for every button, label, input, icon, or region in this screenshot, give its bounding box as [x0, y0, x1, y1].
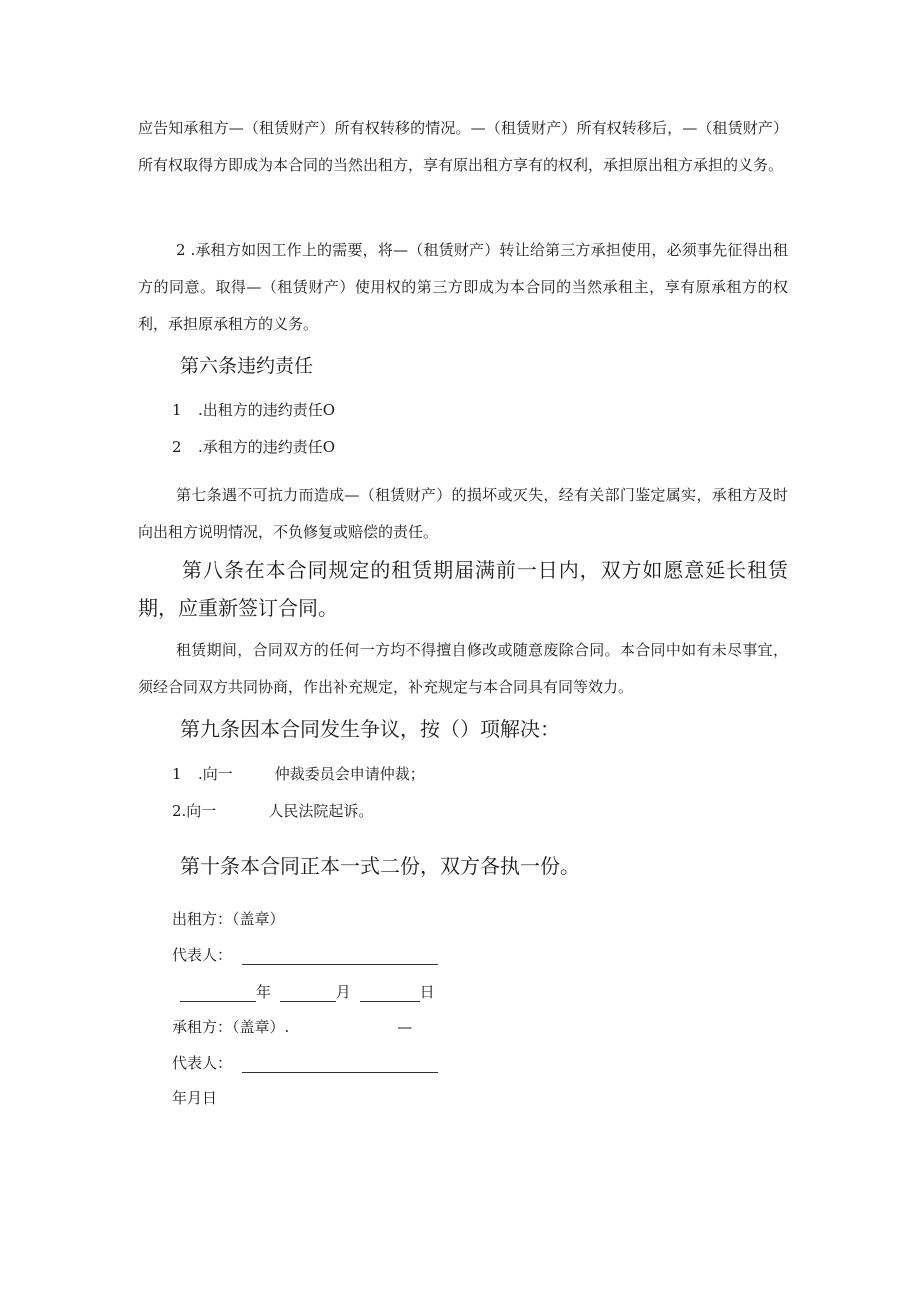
article-10-heading: 第十条本合同正本一式二份，双方各执一份。	[180, 854, 580, 878]
paragraph-text: 租赁期间，合同双方的任何一方均不得擅自修改或随意废除合同。本合同中如有未尽事宜，须经合同双方共同协商，作出补充规定，补充规定与本合同具有同等效力。	[138, 641, 788, 696]
paragraph-text: 应告知承租方—（租赁财产）所有权转移的情况。—（租赁财产）所有权转移后，—（租赁财产）所有权取得方即成为本合同的当然出租方，享有原出租方享有的权利，承担原出租方承担的义务。	[138, 119, 788, 174]
year-label: 年	[256, 983, 272, 1001]
signature-line	[242, 948, 438, 965]
item-number: 1	[172, 401, 182, 419]
item-prefix: .向一	[198, 765, 233, 783]
month-blank	[280, 985, 336, 1002]
lessee-date: 年月日	[172, 1089, 218, 1107]
representative-label: 代表人：	[172, 946, 233, 964]
paragraph-text: 第八条在本合同规定的租赁期届满前一日内，双方如愿意延长租赁期，应重新签订合同。	[138, 558, 788, 620]
lessee-label-text: 承租方：（盖章）.	[172, 1018, 290, 1036]
paragraph-text: 2 .承租方如因工作上的需要，将—（租赁财产）转让给第三方承担使用，必须事先征得出租方的同意。取得—（租赁财产）使用权的第三方即成为本合同的当然承租主，享有原承租方的权利，承担原承租方的义务。	[138, 241, 788, 333]
paragraph-sublease	[138, 232, 788, 343]
item-text: 仲裁委员会申请仲裁；	[274, 765, 425, 783]
day-blank	[360, 985, 420, 1002]
article-9-item-2	[172, 800, 373, 821]
item-number: 1	[172, 765, 182, 783]
article-6-item-2	[172, 436, 335, 457]
lease-period-paragraph	[138, 632, 788, 706]
lessee-representative	[172, 1052, 438, 1073]
signature-line	[242, 1056, 438, 1073]
article-9-heading: 第九条因本合同发生争议，按（）项解决：	[180, 717, 560, 741]
lessor-representative	[172, 944, 438, 965]
representative-label: 代表人：	[172, 1054, 233, 1072]
article-6-heading: 第六条违约责任	[180, 355, 314, 377]
article-8-paragraph	[138, 551, 788, 627]
item-text: .出租方的违约责任O	[198, 401, 336, 419]
item-prefix: 2.向一	[172, 802, 217, 820]
item-number: 2	[172, 438, 182, 456]
lessor-label: 出租方：（盖章）	[172, 910, 285, 928]
paragraph-ownership-transfer	[138, 110, 788, 184]
day-label: 日	[419, 983, 435, 1001]
item-text: 人民法院起诉。	[268, 802, 374, 820]
paragraph-text: 第七条遇不可抗力而造成—（租赁财产）的损坏或灭失，经有关部门鉴定属实，承租方及时向出租方说明情况，不负修复或赔偿的责任。	[138, 486, 788, 541]
date-line	[180, 981, 435, 1002]
lessee-dash: —	[397, 1018, 413, 1036]
year-blank	[180, 985, 256, 1002]
month-label: 月	[335, 983, 351, 1001]
article-9-item-1	[172, 763, 425, 784]
article-7-paragraph	[138, 477, 788, 551]
article-6-item-1	[172, 399, 335, 420]
lessee-label	[172, 1016, 412, 1037]
item-text: .承租方的违约责任O	[198, 438, 336, 456]
